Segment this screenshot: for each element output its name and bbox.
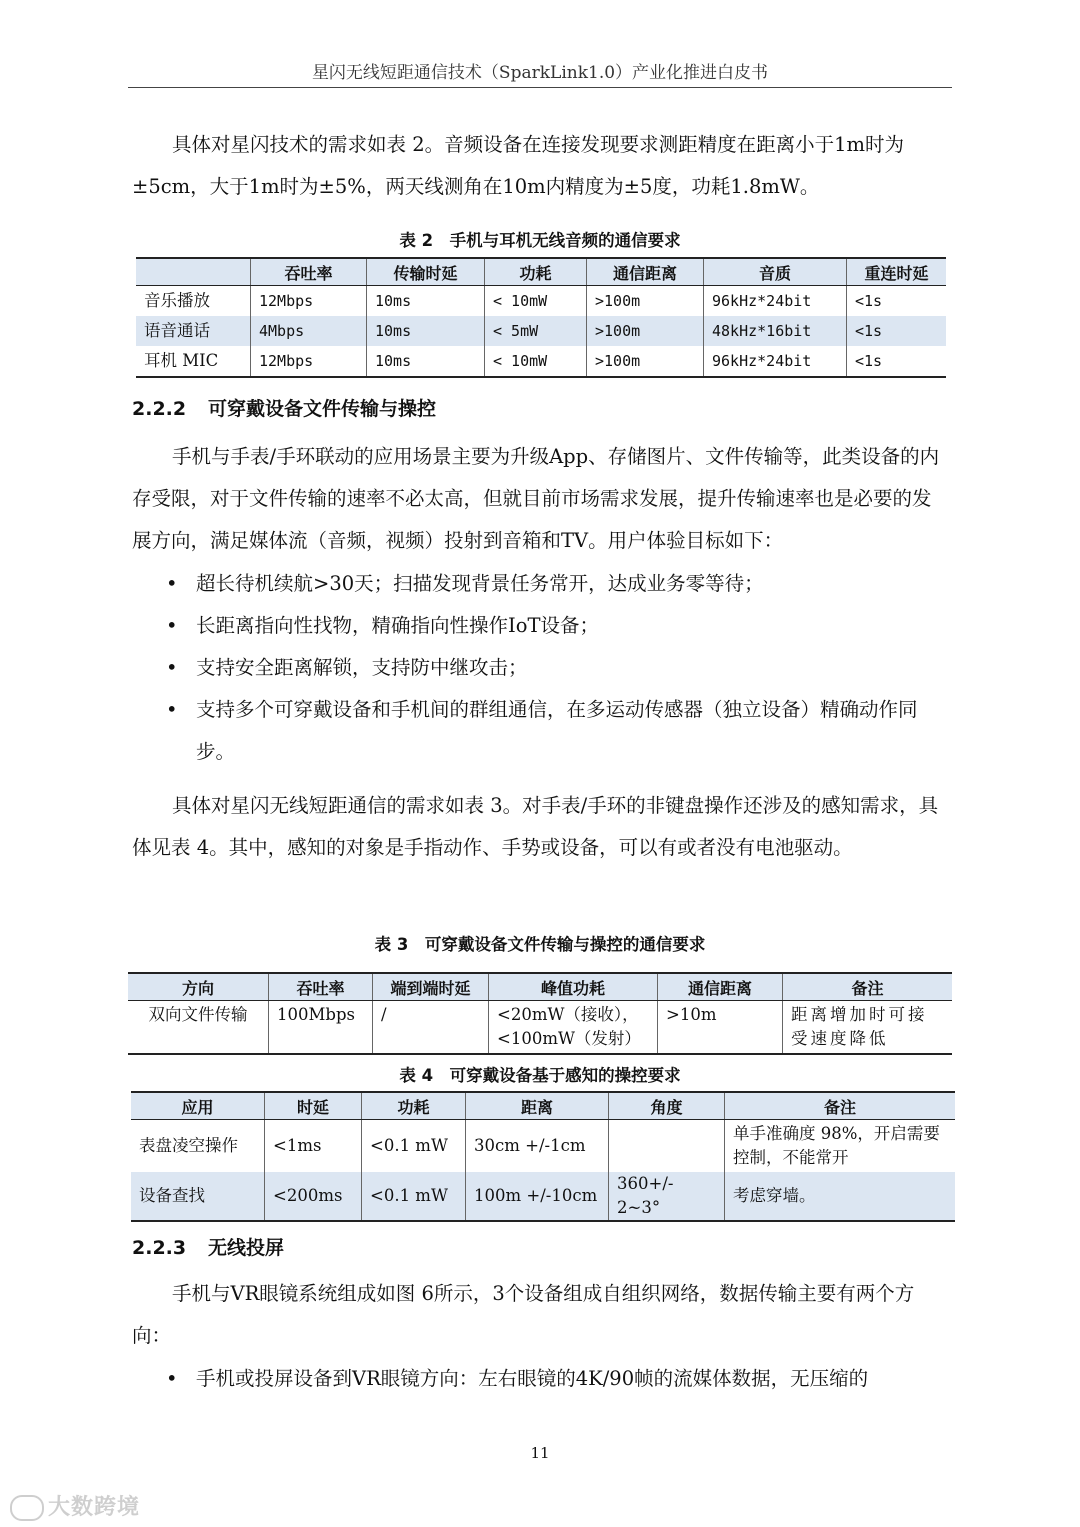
table4-header-cell: 备注 bbox=[725, 1092, 956, 1120]
table4-header-cell: 时延 bbox=[265, 1092, 362, 1120]
list-item-text: 手机或投屏设备到VR眼镜方向：左右眼镜的4K/90帧的流媒体数据，无压缩的 bbox=[196, 1367, 869, 1390]
bullet-list-experience-goals bbox=[132, 563, 952, 773]
table-cell: 48kHz*16bit bbox=[704, 316, 847, 346]
table4 bbox=[131, 1091, 955, 1222]
list-item bbox=[132, 689, 952, 773]
table-cell: 耳机 MIC bbox=[144, 351, 219, 370]
table-cell: 12Mbps bbox=[251, 286, 367, 317]
table-cell: 10ms bbox=[367, 346, 485, 377]
list-item-text: 支持多个可穿戴设备和手机间的群组通信，在多运动传感器（独立设备）精确动作同步。 bbox=[196, 698, 918, 763]
table-cell: <0.1 mW bbox=[362, 1120, 466, 1173]
section-number: 2.2.3 bbox=[132, 1237, 187, 1259]
table2-header-cell: 音质 bbox=[704, 258, 847, 286]
table-cell: 100Mbps bbox=[269, 1001, 373, 1055]
table-cell: 双向文件传输 bbox=[148, 1005, 248, 1024]
table4-header-cell: 应用 bbox=[131, 1092, 265, 1120]
table-cell: <1s bbox=[847, 316, 947, 346]
table-cell: 12Mbps bbox=[251, 346, 367, 377]
watermark-text: 大数跨境 bbox=[48, 1495, 141, 1520]
table2-header-cell: 通信距离 bbox=[587, 258, 704, 286]
bullet-icon: • bbox=[166, 1367, 178, 1390]
table3-header-cell: 备注 bbox=[783, 973, 953, 1001]
table-cell: <1s bbox=[847, 346, 947, 377]
table-cell: <200ms bbox=[265, 1172, 362, 1221]
bullet-icon: • bbox=[166, 698, 178, 721]
table3-header-cell: 方向 bbox=[128, 973, 269, 1001]
list-item bbox=[132, 563, 952, 605]
table-cell: < 10mW bbox=[485, 346, 587, 377]
table-cell: >100m bbox=[587, 316, 704, 346]
table-cell bbox=[609, 1120, 725, 1173]
table-row bbox=[131, 1172, 955, 1221]
watermark bbox=[10, 1490, 140, 1521]
table-cell: 96kHz*24bit bbox=[704, 286, 847, 317]
table-cell: < 5mW bbox=[485, 316, 587, 346]
bullet-icon: • bbox=[166, 572, 178, 595]
table2-header-row bbox=[136, 258, 946, 286]
table4-header-row bbox=[131, 1092, 955, 1120]
table4-caption: 表 4 可穿戴设备基于感知的操控要求 bbox=[399, 1066, 681, 1085]
section-title: 可穿戴设备文件传输与操控 bbox=[208, 398, 437, 420]
table-cell: 单手准确度 98%，开启需要控制，不能常开 bbox=[725, 1120, 956, 1173]
table-cell: 设备查找 bbox=[131, 1172, 265, 1221]
list-item-text: 长距离指向性找物，精确指向性操作IoT设备； bbox=[196, 614, 599, 637]
table-row bbox=[136, 286, 946, 317]
table2-header-cell: 传输时延 bbox=[367, 258, 485, 286]
table3-header-cell: 峰值功耗 bbox=[489, 973, 658, 1001]
table-cell: <20mW（接收），<100mW（发射） bbox=[489, 1001, 658, 1055]
paragraph-sparklink-demand: 具体对星闪无线短距通信的需求如表 3。对手表/手环的非键盘操作还涉及的感知需求，具体见表 4。其中，感知的对象是手指动作、手势或设备，可以有或者没有电池驱动。 bbox=[132, 794, 939, 859]
table4-header-cell: 距离 bbox=[466, 1092, 609, 1120]
table-cell: 10ms bbox=[367, 286, 485, 317]
table2-header-cell: 功耗 bbox=[485, 258, 587, 286]
section-number: 2.2.2 bbox=[132, 398, 187, 420]
table4-header-cell: 功耗 bbox=[362, 1092, 466, 1120]
table4-header-cell: 角度 bbox=[609, 1092, 725, 1120]
table-cell: <1s bbox=[847, 286, 947, 317]
table-cell: 30cm +/-1cm bbox=[466, 1120, 609, 1173]
section-title: 无线投屏 bbox=[208, 1237, 285, 1259]
bullet-list-data-directions bbox=[132, 1358, 952, 1400]
table-cell: 96kHz*24bit bbox=[704, 346, 847, 377]
table2-header-cell: 吞吐率 bbox=[251, 258, 367, 286]
section-heading-2-2-2 bbox=[132, 394, 436, 421]
table-cell: >100m bbox=[587, 346, 704, 377]
table-cell: <1ms bbox=[265, 1120, 362, 1173]
table2 bbox=[136, 257, 946, 378]
paragraph-vr-system: 手机与VR眼镜系统组成如图 6所示，3个设备组成自组织网络，数据传输主要有两个方向： bbox=[132, 1282, 915, 1347]
table-row bbox=[131, 1120, 955, 1173]
table-row bbox=[136, 346, 946, 377]
list-item bbox=[132, 1358, 952, 1400]
table-cell: 考虑穿墙。 bbox=[725, 1172, 956, 1221]
table-cell: 音乐播放 bbox=[144, 291, 210, 310]
table3-header-cell: 端到端时延 bbox=[373, 973, 489, 1001]
table3-header-cell: 通信距离 bbox=[658, 973, 783, 1001]
list-item-text: 支持安全距离解锁，支持防中继攻击； bbox=[196, 656, 528, 679]
table3-header-cell: 吞吐率 bbox=[269, 973, 373, 1001]
page-header: 星闪无线短距通信技术（SparkLink1.0）产业化推进白皮书 bbox=[311, 63, 769, 83]
list-item-text: 超长待机续航>30天；扫描发现背景任务常开，达成业务零等待； bbox=[196, 572, 764, 595]
bullet-icon: • bbox=[166, 656, 178, 679]
table2-header-cell: 重连时延 bbox=[847, 258, 947, 286]
page-number: 11 bbox=[530, 1444, 550, 1462]
paragraph-intro: 具体对星闪技术的需求如表 2。音频设备在连接发现要求测距精度在距离小于1m时为 ±5cm，大于1m时为±5%，两天线测角在10m内精度为±5度，功耗1.8mW。 bbox=[132, 133, 905, 198]
paragraph-wearable-scenarios: 手机与手表/手环联动的应用场景主要为升级App、存储图片、文件传输等，此类设备的内存受限，对于文件传输的速率不必太高，但就目前市场需求发展，提升传输速率也是必要的发展方向，满足媒体流（音频，视频）投射到音箱和TV。用户体验目标如下： bbox=[132, 445, 940, 552]
table-cell: >10m bbox=[658, 1001, 783, 1055]
table-cell: 语音通话 bbox=[136, 316, 251, 346]
table-cell: <0.1 mW bbox=[362, 1172, 466, 1221]
table-cell: 100m +/-10cm bbox=[466, 1172, 609, 1221]
table-row bbox=[128, 1001, 952, 1055]
table-cell: 4Mbps bbox=[251, 316, 367, 346]
header-divider bbox=[128, 87, 952, 88]
table3-header-row bbox=[128, 973, 952, 1001]
table-cell: 表盘凌空操作 bbox=[139, 1136, 238, 1155]
table2-caption: 表 2 手机与耳机无线音频的通信要求 bbox=[399, 231, 681, 250]
table-cell: 10ms bbox=[367, 316, 485, 346]
table-row bbox=[136, 316, 946, 346]
table2-header-cell bbox=[136, 258, 251, 286]
table-cell: / bbox=[373, 1001, 489, 1055]
section-heading-2-2-3 bbox=[132, 1233, 284, 1260]
table-cell: 360+/- 2~3° bbox=[609, 1172, 725, 1221]
table-cell: >100m bbox=[587, 286, 704, 317]
list-item bbox=[132, 605, 952, 647]
table-cell: 距离增加时可接受速度降低 bbox=[783, 1001, 953, 1055]
table3 bbox=[128, 972, 952, 1055]
list-item bbox=[132, 647, 952, 689]
table3-caption: 表 3 可穿戴设备文件传输与操控的通信要求 bbox=[374, 935, 706, 954]
watermark-logo-icon bbox=[10, 1495, 44, 1521]
table-cell: < 10mW bbox=[485, 286, 587, 317]
bullet-icon: • bbox=[166, 614, 178, 637]
